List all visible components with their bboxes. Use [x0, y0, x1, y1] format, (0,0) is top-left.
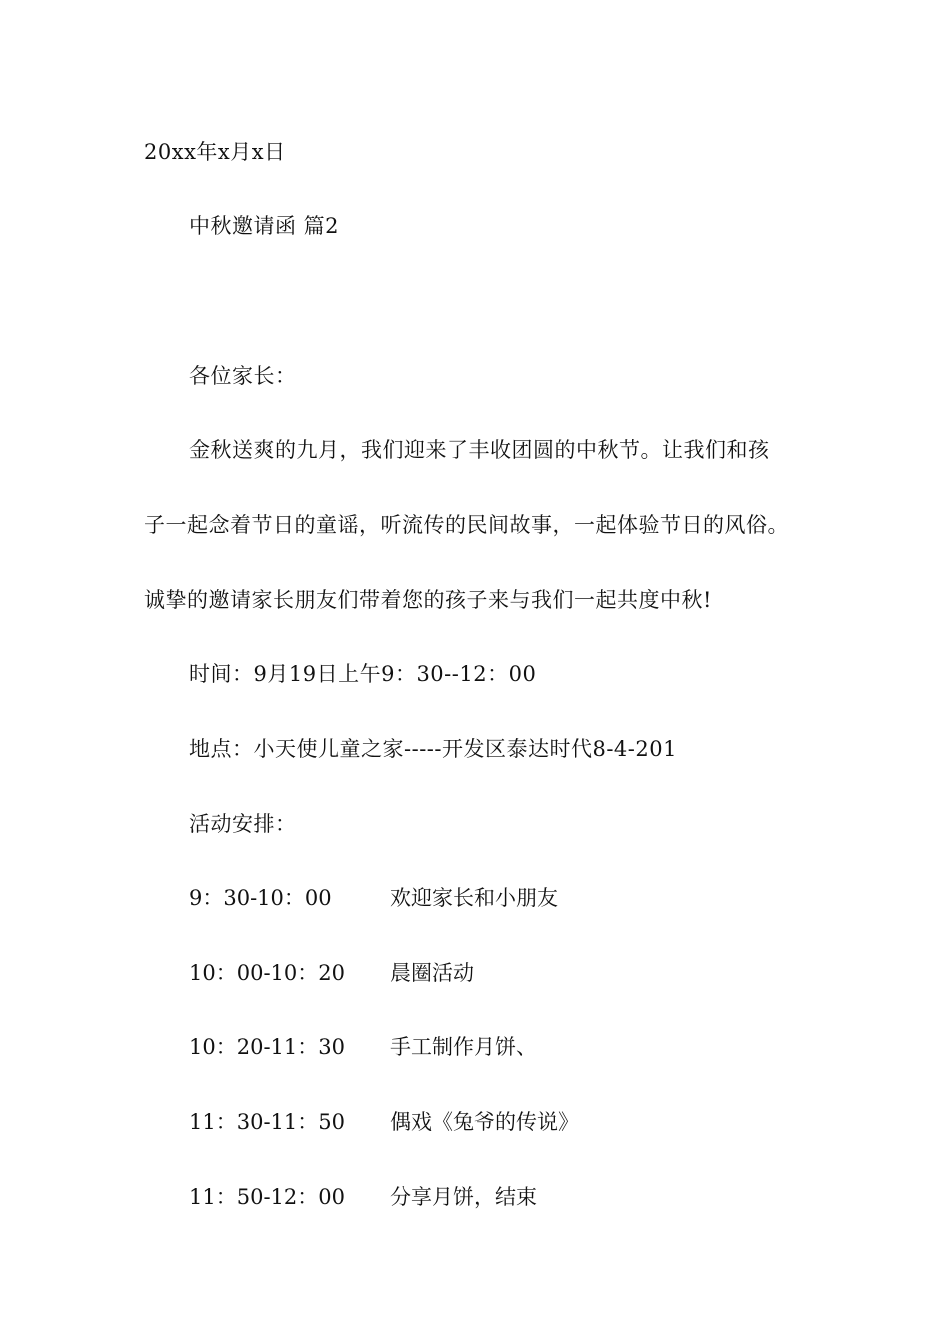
- schedule-time: 10：20-11：30: [189, 1035, 345, 1059]
- schedule-time: 11：50-12：00: [189, 1185, 345, 1209]
- schedule-activity: 欢迎家长和小朋友: [390, 886, 558, 910]
- schedule-time: 10：00-10：20: [189, 961, 345, 985]
- place-line: 地点：小天使儿童之家-----开发区泰达时代8-4-201: [189, 737, 677, 761]
- schedule-activity: 分享月饼，结束: [390, 1185, 537, 1209]
- time-line: 时间：9月19日上午9：30--12：00: [189, 662, 537, 686]
- section-heading: 中秋邀请函 篇2: [189, 214, 340, 238]
- schedule-time: 11：30-11：50: [189, 1110, 345, 1134]
- schedule-time: 9：30-10：00: [189, 886, 332, 910]
- paragraph-line-2: 子一起念着节日的童谣，听流传的民间故事，一起体验节日的风俗。: [144, 513, 789, 537]
- schedule-activity: 手工制作月饼、: [390, 1035, 537, 1059]
- schedule-activity: 晨圈活动: [390, 961, 474, 985]
- schedule-title: 活动安排：: [189, 812, 297, 836]
- paragraph-line-1: 金秋送爽的九月，我们迎来了丰收团圆的中秋节。让我们和孩: [189, 438, 770, 462]
- date-line: 20xx年x月x日: [144, 140, 286, 164]
- salutation: 各位家长：: [189, 364, 297, 388]
- paragraph-line-3: 诚挚的邀请家长朋友们带着您的孩子来与我们一起共度中秋!: [144, 588, 712, 612]
- schedule-activity: 偶戏《兔爷的传说》: [390, 1110, 579, 1134]
